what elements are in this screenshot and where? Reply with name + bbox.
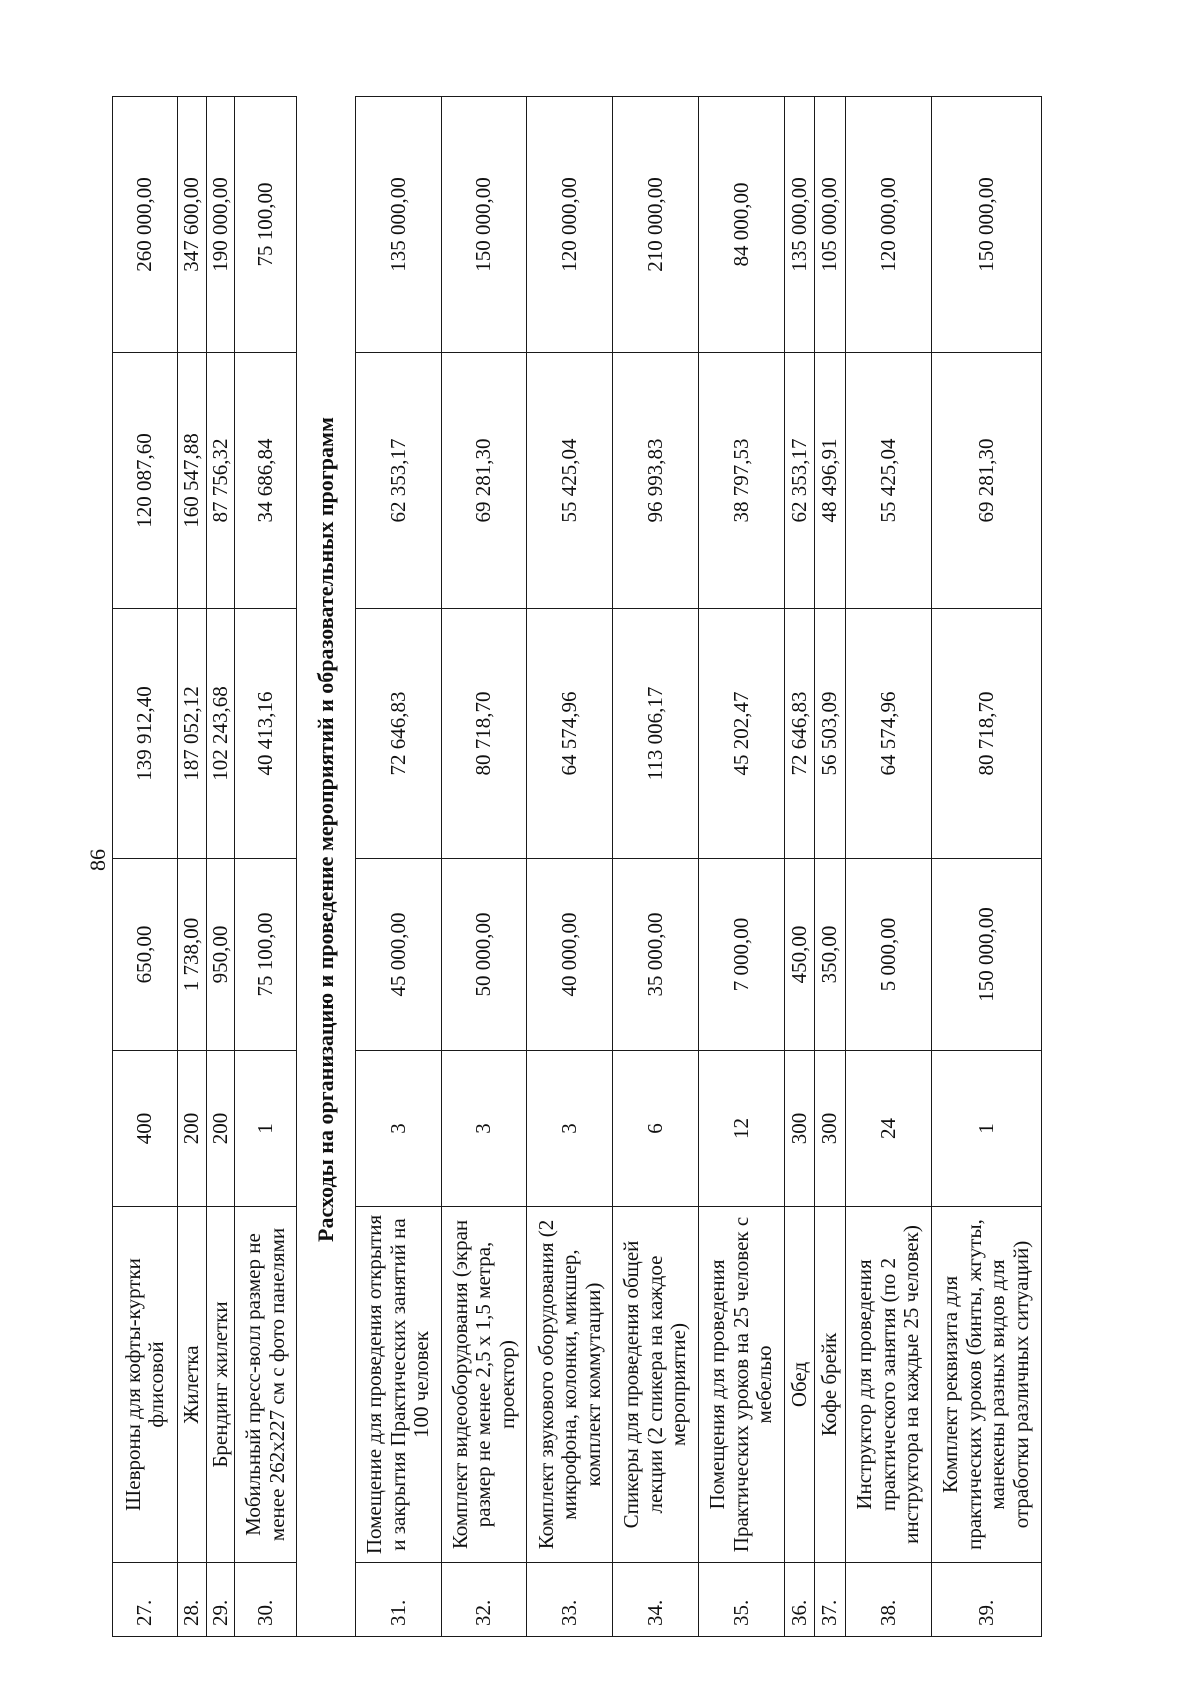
unit-price-cell: 650,00 — [113, 859, 178, 1051]
amount-1-cell: 102 243,68 — [206, 609, 235, 859]
quantity-cell: 200 — [178, 1051, 207, 1207]
item-name: Обед — [784, 1207, 815, 1563]
unit-price-cell: 1 738,00 — [178, 859, 207, 1051]
unit-price-cell: 40 000,00 — [527, 859, 613, 1051]
table-row — [441, 97, 527, 1637]
table-row — [178, 97, 207, 1637]
unit-price-cell: 45 000,00 — [355, 859, 441, 1051]
unit-price-cell: 75 100,00 — [235, 859, 296, 1051]
item-name: Комплект видеооборудования (экран размер не менее 2,5 х 1,5 метра, проектор) — [441, 1207, 527, 1563]
row-number: 29. — [206, 1563, 235, 1637]
quantity-cell: 24 — [845, 1051, 931, 1207]
total-cell: 84 000,00 — [698, 97, 784, 353]
quantity-cell: 6 — [613, 1051, 699, 1207]
item-name: Жилетка — [178, 1207, 207, 1563]
table-row — [698, 97, 784, 1637]
amount-2-cell: 48 496,91 — [815, 353, 846, 609]
unit-price-cell: 7 000,00 — [698, 859, 784, 1051]
section-spacer — [296, 1563, 355, 1637]
total-cell: 347 600,00 — [178, 97, 207, 353]
row-number: 33. — [527, 1563, 613, 1637]
total-cell: 150 000,00 — [441, 97, 527, 353]
amount-2-cell: 69 281,30 — [441, 353, 527, 609]
unit-price-cell: 50 000,00 — [441, 859, 527, 1051]
table-row — [613, 97, 699, 1637]
amount-1-cell: 45 202,47 — [698, 609, 784, 859]
row-number: 34. — [613, 1563, 699, 1637]
amount-2-cell: 34 686,84 — [235, 353, 296, 609]
item-name: Комплект реквизита для практических уроков (бинты, жгуты, манекены разных видов для отработки различных ситуаций) — [931, 1207, 1041, 1563]
item-name: Брендинг жилетки — [206, 1207, 235, 1563]
item-name: Спикеры для проведения общей лекции (2 спикера на каждое мероприятие) — [613, 1207, 699, 1563]
total-cell: 210 000,00 — [613, 97, 699, 353]
section-header-row — [296, 97, 355, 1637]
item-name: Комплект звукового оборудования (2 микрофона, колонки, микшер, комплект коммутации) — [527, 1207, 613, 1563]
amount-1-cell: 80 718,70 — [441, 609, 527, 859]
amount-1-cell: 72 646,83 — [355, 609, 441, 859]
row-number: 31. — [355, 1563, 441, 1637]
amount-1-cell: 139 912,40 — [113, 609, 178, 859]
quantity-cell: 1 — [931, 1051, 1041, 1207]
unit-price-cell: 450,00 — [784, 859, 815, 1051]
amount-1-cell: 72 646,83 — [784, 609, 815, 859]
table-row — [815, 97, 846, 1637]
table-row — [527, 97, 613, 1637]
unit-price-cell: 150 000,00 — [931, 859, 1041, 1051]
item-name: Шевроны для кофты-куртки флисовой — [113, 1207, 178, 1563]
amount-2-cell: 96 993,83 — [613, 353, 699, 609]
quantity-cell: 300 — [815, 1051, 846, 1207]
total-cell: 150 000,00 — [931, 97, 1041, 353]
section-title: Расходы на организацию и проведение мероприятий и образовательных программ — [296, 97, 355, 1563]
item-name: Кофе брейк — [815, 1207, 846, 1563]
amount-1-cell: 56 503,09 — [815, 609, 846, 859]
amount-2-cell: 120 087,60 — [113, 353, 178, 609]
total-cell: 120 000,00 — [527, 97, 613, 353]
amount-1-cell: 64 574,96 — [845, 609, 931, 859]
amount-1-cell: 64 574,96 — [527, 609, 613, 859]
total-cell: 105 000,00 — [815, 97, 846, 353]
table-row — [845, 97, 931, 1637]
total-cell: 120 000,00 — [845, 97, 931, 353]
table-row — [931, 97, 1041, 1637]
total-cell: 260 000,00 — [113, 97, 178, 353]
amount-1-cell: 113 006,17 — [613, 609, 699, 859]
amount-2-cell: 69 281,30 — [931, 353, 1041, 609]
total-cell: 135 000,00 — [355, 97, 441, 353]
amount-2-cell: 55 425,04 — [845, 353, 931, 609]
rotated-table-container — [112, 97, 1042, 1637]
row-number: 32. — [441, 1563, 527, 1637]
total-cell: 135 000,00 — [784, 97, 815, 353]
table-row — [235, 97, 296, 1637]
amount-2-cell: 62 353,17 — [355, 353, 441, 609]
row-number: 35. — [698, 1563, 784, 1637]
quantity-cell: 3 — [355, 1051, 441, 1207]
quantity-cell: 3 — [441, 1051, 527, 1207]
row-number: 36. — [784, 1563, 815, 1637]
amount-2-cell: 160 547,88 — [178, 353, 207, 609]
total-cell: 190 000,00 — [206, 97, 235, 353]
amount-2-cell: 87 756,32 — [206, 353, 235, 609]
item-name: Помещение для проведения открытия и закрытия Практических занятий на 100 человек — [355, 1207, 441, 1563]
table-row — [784, 97, 815, 1637]
row-number: 30. — [235, 1563, 296, 1637]
amount-2-cell: 62 353,17 — [784, 353, 815, 609]
unit-price-cell: 950,00 — [206, 859, 235, 1051]
item-name: Помещения для проведения Практических уроков на 25 человек с мебелью — [698, 1207, 784, 1563]
quantity-cell: 1 — [235, 1051, 296, 1207]
amount-2-cell: 38 797,53 — [698, 353, 784, 609]
unit-price-cell: 35 000,00 — [613, 859, 699, 1051]
row-number: 27. — [113, 1563, 178, 1637]
page-number: 86 — [85, 849, 110, 871]
amount-1-cell: 80 718,70 — [931, 609, 1041, 859]
amount-1-cell: 40 413,16 — [235, 609, 296, 859]
budget-table — [112, 96, 1042, 1637]
row-number: 39. — [931, 1563, 1041, 1637]
table-row — [355, 97, 441, 1637]
amount-1-cell: 187 052,12 — [178, 609, 207, 859]
item-name: Мобильный пресс-волл размер не менее 262x227 см с фото панелями — [235, 1207, 296, 1563]
item-name: Инструктор для проведения практического занятия (по 2 инструктора на каждые 25 человек) — [845, 1207, 931, 1563]
row-number: 28. — [178, 1563, 207, 1637]
unit-price-cell: 5 000,00 — [845, 859, 931, 1051]
row-number: 37. — [815, 1563, 846, 1637]
row-number: 38. — [845, 1563, 931, 1637]
table-row — [206, 97, 235, 1637]
quantity-cell: 300 — [784, 1051, 815, 1207]
quantity-cell: 12 — [698, 1051, 784, 1207]
quantity-cell: 3 — [527, 1051, 613, 1207]
amount-2-cell: 55 425,04 — [527, 353, 613, 609]
total-cell: 75 100,00 — [235, 97, 296, 353]
quantity-cell: 400 — [113, 1051, 178, 1207]
unit-price-cell: 350,00 — [815, 859, 846, 1051]
table-row — [113, 97, 178, 1637]
quantity-cell: 200 — [206, 1051, 235, 1207]
